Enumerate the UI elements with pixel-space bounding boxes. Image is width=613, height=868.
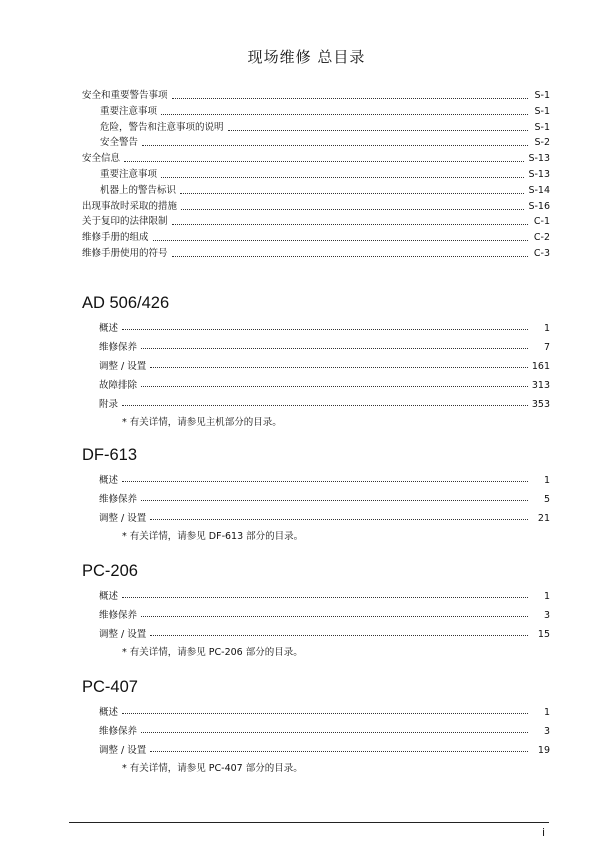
toc-entry-label: 维修保养 xyxy=(99,726,138,737)
toc-entry[interactable] xyxy=(82,199,550,215)
toc-entry[interactable] xyxy=(82,88,550,104)
toc-entry[interactable] xyxy=(82,357,550,376)
dot-leader xyxy=(150,743,528,752)
toc-entry-page: 3 xyxy=(543,726,550,737)
dot-leader xyxy=(153,232,528,241)
toc-entry-label: 重要注意事项 xyxy=(100,105,158,117)
toc-entry-page: S-13 xyxy=(528,168,550,180)
toc-entry[interactable] xyxy=(82,338,550,357)
toc-entry[interactable] xyxy=(82,183,550,199)
toc-entry-label: 安全警告 xyxy=(100,137,139,149)
toc-entry-label: 安全信息 xyxy=(82,153,121,165)
toc-entry[interactable] xyxy=(82,722,550,741)
toc-entry-page: C-2 xyxy=(533,232,550,244)
toc-entry-page: S-1 xyxy=(534,121,550,133)
toc-entry-label: 概述 xyxy=(99,707,119,718)
toc-entry-label: 调整 / 设置 xyxy=(99,513,147,524)
toc-entry-page: S-1 xyxy=(534,105,550,117)
dot-leader xyxy=(122,705,528,714)
toc-entry-page: C-1 xyxy=(533,216,550,228)
dot-leader xyxy=(141,378,528,387)
toc-entry-label: 危险，警告和注意事项的说明 xyxy=(100,121,224,133)
toc-entry-label: 概述 xyxy=(99,323,119,334)
dot-leader xyxy=(150,359,528,368)
dot-leader xyxy=(122,321,528,330)
dot-leader xyxy=(142,137,528,146)
toc-entry[interactable] xyxy=(82,606,550,625)
section-ad-506-426 xyxy=(82,292,550,432)
dot-leader xyxy=(181,201,524,210)
dot-leader xyxy=(180,185,524,194)
toc-entry[interactable] xyxy=(82,625,550,644)
section-pc-407 xyxy=(82,676,550,778)
toc-entry[interactable] xyxy=(82,587,550,606)
toc-entry[interactable] xyxy=(82,319,550,338)
toc-entry-page: C-3 xyxy=(533,247,550,259)
toc-entry[interactable] xyxy=(82,395,550,414)
toc-entry[interactable] xyxy=(82,120,550,136)
toc-entry-page: S-16 xyxy=(528,200,550,212)
section-note: * 有关详情，请参见主机部分的目录。 xyxy=(122,417,282,428)
dot-leader xyxy=(172,216,528,225)
toc-entry-page: 7 xyxy=(543,342,550,353)
toc-entry-label: 调整 / 设置 xyxy=(99,361,147,372)
toc-entry-label: 关于复印的法律限制 xyxy=(82,216,168,228)
toc-entry-page: S-1 xyxy=(534,90,550,101)
toc-entry-page: S-2 xyxy=(534,137,550,149)
footer-page-number: i xyxy=(541,826,545,839)
toc-entry-page: 15 xyxy=(537,629,550,640)
dot-leader xyxy=(122,589,528,598)
toc-entry[interactable] xyxy=(82,509,550,528)
section-note: * 有关详情，请参见 PC-407 部分的目录。 xyxy=(122,763,303,774)
toc-entry-page: S-14 xyxy=(528,184,550,196)
toc-entry-label: 安全和重要警告事项 xyxy=(82,90,168,101)
toc-entry-label: 调整 / 设置 xyxy=(99,745,147,756)
dot-leader xyxy=(161,169,524,178)
dot-leader xyxy=(141,492,528,501)
dot-leader xyxy=(228,122,528,131)
toc-entry[interactable] xyxy=(82,214,550,230)
dot-leader xyxy=(161,106,528,115)
footer-divider xyxy=(69,822,549,823)
section-title: AD 506/426 xyxy=(82,294,170,312)
toc-entry-label: 概述 xyxy=(99,475,119,486)
toc-entry-page: 3 xyxy=(543,610,550,621)
toc-entry-label: 出现事故时采取的措施 xyxy=(82,200,178,212)
toc-entry-page: 19 xyxy=(537,745,550,756)
toc-entry-label: 维修手册的组成 xyxy=(82,232,149,244)
toc-entry-page: 1 xyxy=(543,591,550,602)
toc-entry[interactable] xyxy=(82,490,550,509)
toc-entry-page: 1 xyxy=(543,323,550,334)
dot-leader xyxy=(141,340,528,349)
safety-toc xyxy=(82,88,550,262)
toc-entry[interactable] xyxy=(82,151,550,167)
toc-entry-label: 附录 xyxy=(99,399,119,410)
toc-entry-label: 维修保养 xyxy=(99,494,138,505)
toc-entry[interactable] xyxy=(82,135,550,151)
dot-leader xyxy=(141,724,528,733)
toc-entry-page: 161 xyxy=(531,361,550,372)
toc-entry[interactable] xyxy=(82,230,550,246)
page-title: 现场维修 总目录 xyxy=(247,48,366,66)
toc-entry-label: 概述 xyxy=(99,591,119,602)
toc-entry-label: 维修保养 xyxy=(99,342,138,353)
dot-leader xyxy=(124,153,524,162)
section-title: DF-613 xyxy=(82,446,138,464)
toc-entry-page: 353 xyxy=(531,399,550,410)
section-pc-206 xyxy=(82,560,550,662)
toc-entry-page: 1 xyxy=(543,475,550,486)
toc-entry-label: 维修保养 xyxy=(99,610,138,621)
dot-leader xyxy=(172,248,528,257)
toc-entry-page: 1 xyxy=(543,707,550,718)
section-note: * 有关详情，请参见 PC-206 部分的目录。 xyxy=(122,647,303,658)
toc-entry-page: 313 xyxy=(531,380,550,391)
toc-entry[interactable] xyxy=(82,104,550,120)
dot-leader xyxy=(150,627,528,636)
toc-entry[interactable] xyxy=(82,246,550,262)
toc-entry-label: 重要注意事项 xyxy=(100,168,158,180)
toc-entry-page: 5 xyxy=(543,494,550,505)
section-title: PC-407 xyxy=(82,678,138,696)
toc-entry-label: 维修手册使用的符号 xyxy=(82,247,168,259)
toc-entry-label: 故障排除 xyxy=(99,380,138,391)
toc-entry-page: S-13 xyxy=(528,153,550,165)
dot-leader xyxy=(172,90,528,99)
toc-entry[interactable] xyxy=(82,376,550,395)
section-title: PC-206 xyxy=(82,562,138,580)
dot-leader xyxy=(122,397,528,406)
dot-leader xyxy=(150,511,528,520)
dot-leader xyxy=(122,473,528,482)
toc-entry-page: 21 xyxy=(537,513,550,524)
toc-entry[interactable] xyxy=(82,167,550,183)
toc-entry-label: 机器上的警告标识 xyxy=(100,184,177,196)
section-df-613 xyxy=(82,444,550,546)
dot-leader xyxy=(141,608,528,617)
toc-entry[interactable] xyxy=(82,741,550,760)
toc-entry[interactable] xyxy=(82,703,550,722)
section-note: * 有关详情，请参见 DF-613 部分的目录。 xyxy=(122,531,304,542)
toc-entry[interactable] xyxy=(82,471,550,490)
toc-entry-label: 调整 / 设置 xyxy=(99,629,147,640)
